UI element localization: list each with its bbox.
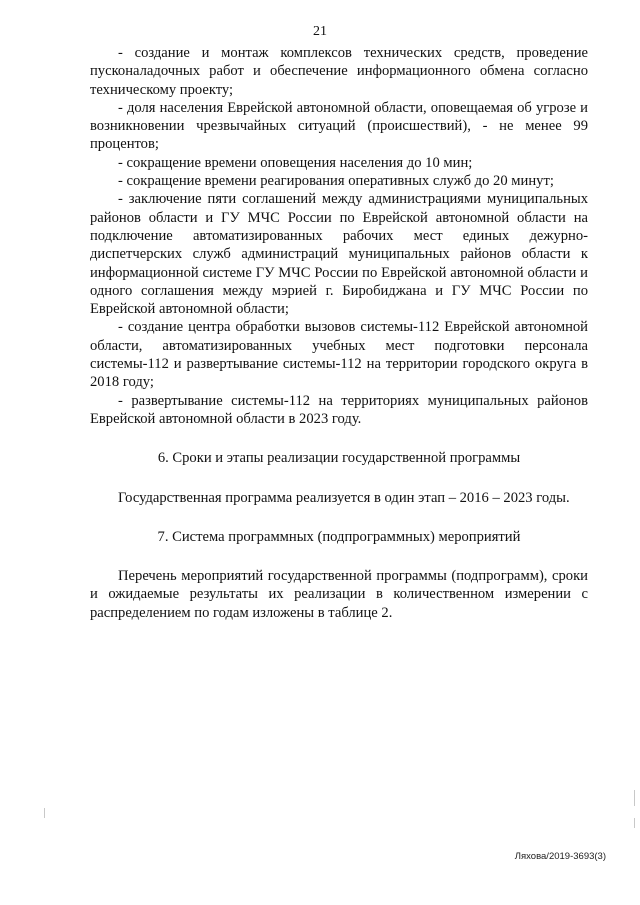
scan-mark [634,790,635,806]
page-number: 21 [313,24,327,39]
section-6-heading: 6. Сроки и этапы реализации государственной программы [157,450,521,467]
list-item: - сокращение времени оповещения населения до 10 мин; [118,154,473,171]
document-body [90,44,588,622]
section-7-heading: 7. Система программных (подпрограммных) мероприятий [157,528,521,545]
list-item: - развертывание системы-112 на территориях муниципальных районов Еврейской автономной области в 2023 году. [90,392,588,427]
list-item: - доля населения Еврейской автономной области, оповещаемая об угрозе и возникновении чрезвычайных ситуаций (происшествий), - не менее 99 процентов; [90,99,588,153]
list-item: - создание центра обработки вызовов системы-112 Еврейской автономной области, автоматизированных учебных мест подготовки персонала системы-112 и развертывание системы-112 на территории городского округа в 2018 году; [90,319,588,391]
scan-mark [634,818,635,828]
list-item: - создание и монтаж комплексов технических средств, проведение пусконаладочных работ и обеспечение информационного обмена согласно техническому проекту; [90,45,588,98]
document-code: Ляхова/2019-3693(3) [514,851,606,862]
list-item: - заключение пяти соглашений между администрациями муниципальных районов области и ГУ МЧС России по Еврейской автономной области на подключение автоматизированных рабочих мест единых дежурно-диспетчерских служб администраций муниципальных районов области к информационной системе ГУ МЧС России по Еврейской автономной области и одного соглашения между мэрией г. Биробиджана и ГУ МЧС России по Еврейской автономной области; [90,191,588,318]
section-6-text: Государственная программа реализуется в один этап – 2016 – 2023 годы. [118,489,570,506]
section-7-text: Перечень мероприятий государственной программы (подпрограмм), сроки и ожидаемые результаты их реализации в количественном измерении с распределением по годам изложены в таблице 2. [90,568,588,621]
list-item: - сокращение времени реагирования оперативных служб до 20 минут; [118,173,554,190]
scan-mark [44,808,45,818]
